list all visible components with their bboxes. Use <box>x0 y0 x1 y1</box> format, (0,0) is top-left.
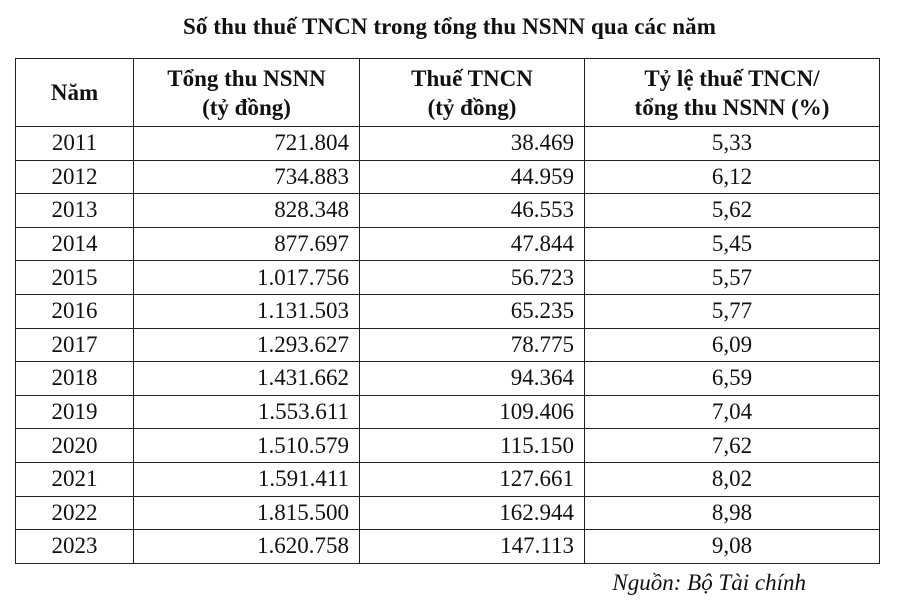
total-revenue-cell: 1.017.756 <box>134 261 360 295</box>
year-cell: 2013 <box>16 194 134 228</box>
pit-cell: 127.661 <box>360 462 585 496</box>
ratio-cell: 6,12 <box>585 160 880 194</box>
pit-cell: 78.775 <box>360 328 585 362</box>
total-revenue-cell: 1.510.579 <box>134 429 360 463</box>
table-row <box>16 328 880 362</box>
total-revenue-cell: 1.591.411 <box>134 462 360 496</box>
year-cell: 2023 <box>16 530 134 564</box>
year-cell: 2019 <box>16 395 134 429</box>
ratio-cell: 5,45 <box>585 227 880 261</box>
year-cell: 2020 <box>16 429 134 463</box>
table-row <box>16 496 880 530</box>
pit-cell: 94.364 <box>360 362 585 396</box>
ratio-cell: 7,04 <box>585 395 880 429</box>
ratio-cell: 8,02 <box>585 462 880 496</box>
table-row <box>16 362 880 396</box>
year-cell: 2012 <box>16 160 134 194</box>
pit-cell: 46.553 <box>360 194 585 228</box>
ratio-cell: 6,59 <box>585 362 880 396</box>
year-cell: 2018 <box>16 362 134 396</box>
pit-cell: 44.959 <box>360 160 585 194</box>
pit-cell: 162.944 <box>360 496 585 530</box>
header-total-revenue: Tổng thu NSNN (tỷ đồng) <box>134 59 360 127</box>
pit-cell: 115.150 <box>360 429 585 463</box>
total-revenue-cell: 1.815.500 <box>134 496 360 530</box>
pit-cell: 56.723 <box>360 261 585 295</box>
ratio-cell: 5,62 <box>585 194 880 228</box>
year-cell: 2022 <box>16 496 134 530</box>
table-row <box>16 194 880 228</box>
pit-cell: 38.469 <box>360 127 585 161</box>
table-title: Số thu thuế TNCN trong tổng thu NSNN qua các năm <box>182 14 717 39</box>
total-revenue-cell: 877.697 <box>134 227 360 261</box>
total-revenue-cell: 1.293.627 <box>134 328 360 362</box>
pit-cell: 47.844 <box>360 227 585 261</box>
ratio-cell: 5,33 <box>585 127 880 161</box>
ratio-cell: 5,57 <box>585 261 880 295</box>
data-table <box>15 58 880 564</box>
table-row <box>16 227 880 261</box>
total-revenue-cell: 1.553.611 <box>134 395 360 429</box>
total-revenue-cell: 721.804 <box>134 127 360 161</box>
total-revenue-cell: 1.620.758 <box>134 530 360 564</box>
header-row <box>16 59 880 127</box>
source-note: Nguồn: Bộ Tài chính <box>612 570 806 595</box>
year-cell: 2017 <box>16 328 134 362</box>
total-revenue-cell: 1.131.503 <box>134 294 360 328</box>
header-year: Năm <box>16 59 134 127</box>
total-revenue-cell: 828.348 <box>134 194 360 228</box>
ratio-cell: 5,77 <box>585 294 880 328</box>
year-cell: 2011 <box>16 127 134 161</box>
table-row <box>16 261 880 295</box>
ratio-cell: 6,09 <box>585 328 880 362</box>
header-ratio: Tỷ lệ thuế TNCN/ tổng thu NSNN (%) <box>585 59 880 127</box>
table-row <box>16 462 880 496</box>
year-cell: 2014 <box>16 227 134 261</box>
pit-cell: 109.406 <box>360 395 585 429</box>
total-revenue-cell: 1.431.662 <box>134 362 360 396</box>
table-row <box>16 160 880 194</box>
ratio-cell: 9,08 <box>585 530 880 564</box>
pit-cell: 147.113 <box>360 530 585 564</box>
table-row <box>16 530 880 564</box>
table-row <box>16 429 880 463</box>
table-row <box>16 395 880 429</box>
header-pit: Thuế TNCN (tỷ đồng) <box>360 59 585 127</box>
table-row <box>16 294 880 328</box>
ratio-cell: 8,98 <box>585 496 880 530</box>
year-cell: 2015 <box>16 261 134 295</box>
year-cell: 2021 <box>16 462 134 496</box>
ratio-cell: 7,62 <box>585 429 880 463</box>
pit-cell: 65.235 <box>360 294 585 328</box>
year-cell: 2016 <box>16 294 134 328</box>
table-body <box>16 127 880 564</box>
total-revenue-cell: 734.883 <box>134 160 360 194</box>
table-row <box>16 127 880 161</box>
